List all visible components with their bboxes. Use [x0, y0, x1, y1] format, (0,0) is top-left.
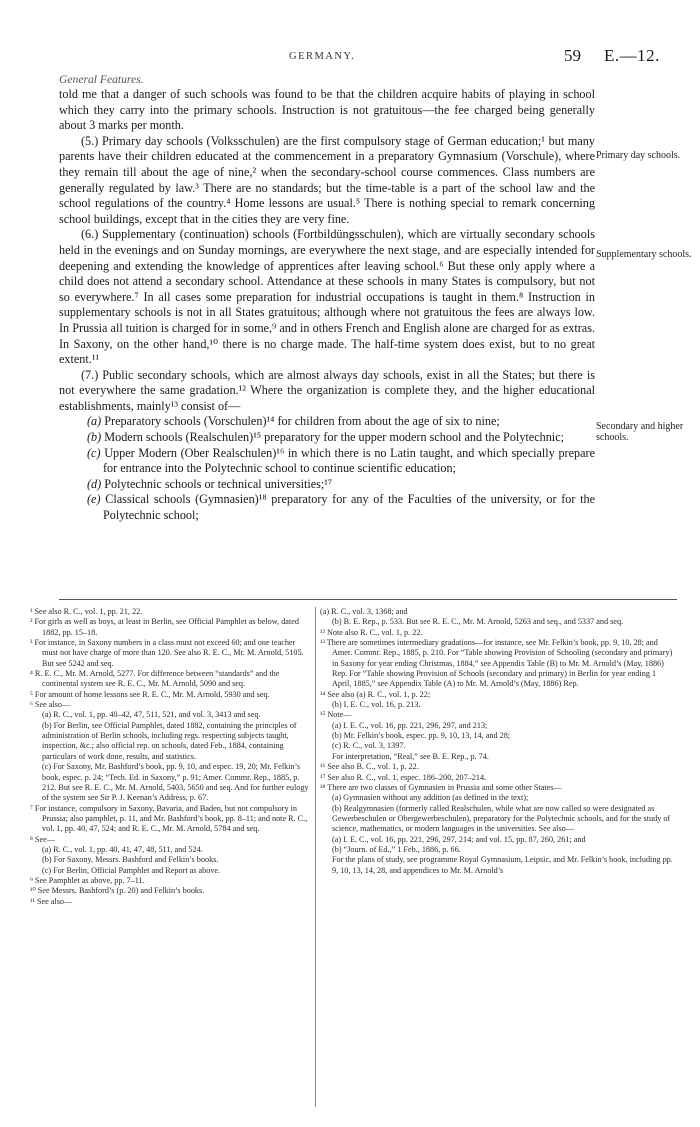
page-header — [0, 46, 700, 70]
footnote-rule — [59, 599, 677, 600]
footnote-11-continued: (a) R. C., vol. 3, 1368; and (b) B. E. Rep., p. 533. But see R. E. C., Mr. M. Arnold, 5263 and seq., and 5337 and seq. — [320, 607, 624, 627]
paragraph-6-supplementary-schools: (6.) Supplementary (continuation) schools (Fortbildüngsschulen), which are virtually secondary schools held in the evenings and on Sunday mornings, are everywhere the next stage, and are especially intended for deepening and extending the knowledge of apprentices after leaving school.⁶ But these only apply where a child does not attend a secondary school. Attendance at these schools in many States is compulsory, but not so everywhere.⁷ In all cases some preparation for industrial occupations is taught in them.⁸ Instruction in supplementary schools is not in all States gratuitous; although where not gratuitous the fees are always low. In Prussia all tuition is charged for in some,⁹ and in others French and English alone are charged for as extras. In Saxony, on the other hand,¹⁰ there is no charge made. The half-time system does exist, but to no great extent.¹¹ — [59, 227, 595, 367]
footnote-3: ³ For instance, in Saxony numbers in a class must not exceed 60; and one teacher must not have charge of more than 120. See also R. E. C., Mr. M. Arnold, 5105. But see 5242 and seq. — [30, 638, 304, 668]
list-text: Classical schools (Gymnasien)¹⁸ preparatory for any of the Faculties of the university, or for the Polytechnic school; — [103, 492, 595, 523]
paragraph-5-primary-schools: (5.) Primary day schools (Volksschulen) are the first compulsory stage of German education;¹ but many parents have their children educated at the commencement in a preparatory Gymnasium (Vorschule), where they remain till about the age of nine,² when the secondary-school course commences. Class numbers are generally regulated by law.³ There are no standards; but the time-table is a part of the school law and the school regulations of the country.⁴ Home lessons are usual.⁵ There is nothing special to remark concerning school buildings, except that in the cities they are very fine. — [59, 133, 595, 226]
footnote-17: ¹⁷ See also R. C., vol. 1, espec. 186–200, 207–214. — [320, 772, 487, 782]
list-label: (e) — [87, 492, 101, 507]
footnote-15: ¹⁵ Note— (a) I. E. C., vol. 16, pp. 221, 296, 297, and 213; (b) Mr. Felkin’s book, espec. pp. 9, 10, 13, 14, and 28; (c) R. C., vol. 3, 1397. For interpretation, “Real,” see B. E. Rep., p. 74. — [320, 710, 511, 761]
footnote-4: ⁴ R. E. C., Mr. M. Arnold, 5277. For difference between “standards” and the continental system see R. E. C., Mr. M. Arnold, 5090 and seq. — [30, 669, 280, 689]
list-text: Preparatory schools (Vorschulen)¹⁴ for children from about the age of six to nine; — [104, 414, 500, 429]
footnote-18: ¹⁸ There are two classes of Gymnasien in Prussia and some other States— (a) Gymnasien without any addition (as defined in the text); (b) Realgymnasien (formerly called Realschulen, while what are now called so were designated as Gewerbeschulen or Obergewerbeschulen), preparatory for the Polytechnic schools, and for the study of science, mathematics, or modern languages in the universities. See also— (a) I. E. C., vol. 16, pp. 221, 296, 297, 214; and vol. 15, pp. 87, 260, 261; and (b) “Journ. of Ed.,” 1 Feb., 1886, p. 66. For the plans of study, see programme Royal Gymnasium, Leipsic, and Mr. Felkin’s book, including pp. 9, 10, 13, 14, 28, and appendices to Mr. M. Arnold’s — [320, 782, 673, 875]
footnote-5: ⁵ For amount of home lessons see R. E. C., Mr. M. Arnold, 5930 and seq. — [30, 689, 270, 699]
list-label: (c) — [87, 445, 101, 460]
footnote-6: ⁶ See also— (a) R. C., vol. 1, pp. 40–42, 47, 511, 521, and vol. 3, 3413 and seq. (b) For Berlin, see Official Pamphlet, dated 1882, containing the principles of administration of Berlin schools, including regs. respecting subjects taught, inspection, &c.; also official rep. on schools, dated Feb., 1884, containing particulars of work done, results, and statistics. (c) For Saxony, Mr. Bashford’s book, pp. 9, 10, and espec. 19, 20; Mr. Felkin’s book, espec. p. 24; “Tech. Ed. in Saxony,” p. 91; Amer. Commr. Rep., 1885, p. 212. But see R. E. C., Mr. M. Arnold, 5403, 5650 and seq. And for further eulogy of the system see Sir P. J. Keenan’s Address, p. 67. — [30, 700, 309, 803]
footnotes-right-column — [320, 607, 677, 876]
footnote-12: ¹² Note also R. C., vol. 1, p. 22. — [320, 627, 423, 637]
report-reference: E.—12. — [604, 46, 660, 65]
list-item-d — [59, 477, 595, 493]
footnote-1: ¹ See also R. C., vol. 1, pp. 21, 22. — [30, 607, 143, 616]
footnote-14: ¹⁴ See also (a) R. C., vol. 1, p. 22; (b) I. E. C., vol. 16, p. 213. — [320, 689, 431, 710]
page-number: 59 — [564, 46, 581, 65]
list-label: (a) — [87, 414, 102, 429]
list-label: (b) — [87, 430, 102, 445]
list-label: (d) — [87, 476, 102, 491]
list-item-e — [59, 492, 595, 523]
footnote-column-divider — [315, 607, 316, 1107]
footnote-16: ¹⁶ See also B. C., vol. 1, p. 22. — [320, 762, 419, 772]
running-title: GERMANY. — [289, 51, 356, 62]
footnote-9: ⁹ See Pamphlet as above, pp. 7–11. — [30, 875, 145, 885]
footnote-7: ⁷ For instance, compulsory in Saxony, Bavaria, and Baden, but not compulsory in Prussia; also pamphlet, p. 11, and Mr. Bashford’s book, pp. 8–11; and note R. C., vol. 1, pp. 40, 47, 524; and R. E. C., Mr. M. Arnold, 5784 and seq. — [30, 803, 308, 834]
list-text: Modern schools (Realschulen)¹⁵ preparatory for the upper modern school and the Polytechnic; — [104, 430, 564, 445]
list-item-b — [59, 430, 595, 446]
intro-paragraph: told me that a danger of such schools was found to be that the children acquire habits of playing in school which they carry into the primary schools. Instruction is not gratuitous—the fee charged being generally about 3 marks per month. — [59, 87, 595, 133]
sidenote-supplementary-schools: Supplementary schools. — [596, 249, 692, 260]
sidenote-secondary-and-higher-schools: Secondary and higher schools. — [596, 421, 684, 443]
footnote-11: ¹¹ See also— — [30, 896, 73, 906]
paragraph-7-secondary-schools: (7.) Public secondary schools, which are almost always day schools, exist in all the States; but there is not everywhere the same gradation.¹² Where the organization is complete they, and the higher educational establishments, mainly¹³ consist of— — [59, 367, 595, 413]
footnote-13: ¹³ There are sometimes intermediary gradations—for instance, see Mr. Felkin’s book, pp. 9, 10, 28; and Amer. Commr. Rep., 1885, p. 210. For “Table showing Provision of Schooling (secondary and primary) in Saxony for year ending Christmas, 1884,” see Appendix Table (B) to Mr. M. Arnold’s (May, 1886) Rep. For “Table showing Provision of Schools (secondary and primary) in Berlin for year ending 1 April, 1885,” see Appendix Table (A) to Mr. M. Arnold’s (May, 1886) Rep. — [320, 638, 673, 689]
list-text: Polytechnic schools or technical universities;¹⁷ — [104, 476, 333, 491]
footnote-2: ² For girls as well as boys, at least in Berlin, see Official Pamphlet as below, dated 1882, pp. 15–18. — [30, 617, 299, 637]
main-text — [59, 73, 595, 524]
footnote-10: ¹⁰ See Messrs. Bashford’s (p. 20) and Felkin’s books. — [30, 886, 205, 896]
list-item-a — [59, 414, 595, 430]
footnotes-left-column — [30, 607, 313, 907]
sidenote-primary-day-schools: Primary day schools. — [596, 150, 681, 161]
section-label: General Features. — [59, 73, 144, 86]
footnote-8: ⁸ See— (a) R. C., vol. 1, pp. 40, 41, 47, 48, 511, and 524. (b) For Saxony, Messrs. Bashford and Felkin’s books. (c) For Berlin, Official Pamphlet and Report as above. — [30, 834, 221, 875]
list-item-c — [59, 446, 595, 477]
list-text: Upper Modern (Ober Realschulen)¹⁶ in which there is no Latin taught, and which specially prepare for entrance into the Polytechnic school to continue scientific education; — [103, 445, 595, 476]
